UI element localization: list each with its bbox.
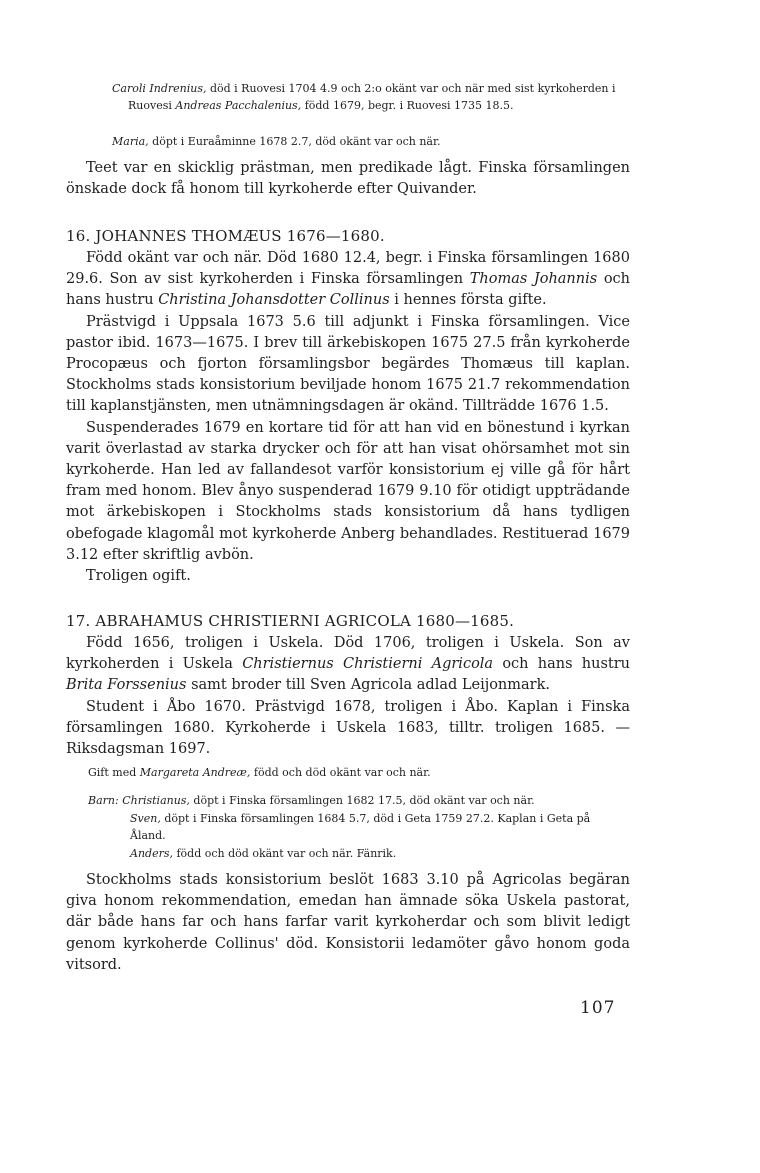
text-run: döpt i Finska församlingen 1682 17.5, död okänt var och när. (189, 794, 535, 807)
text-run: i hennes första gifte. (389, 292, 547, 309)
body-text: Prästvigd i Uppsala 1673 5.6 till adjunkt i Finska församlingen. Vice pastor ibid. 1673—1675. I brev till ärkebiskopen 1675 27.5 från kyrkoherde Procopæus och fjorton församlingsbor begärdes Thomæus till kaplan. Stockholms stads konsistorium beviljade honom 1675 21.7 rekommendation till kaplanstjänsten, men utnämningsdagen är okänd. Tillträdde 1676 1.5. (66, 313, 630, 415)
note-name: Caroli Indrenius, (112, 82, 207, 95)
page-number: 107 (580, 998, 616, 1018)
person-name: Anders, (130, 846, 173, 860)
person-name: Sven, (130, 811, 161, 825)
person-name: Christina Johansdotter Collinus (158, 292, 390, 309)
person-name: Christianus, (122, 794, 190, 807)
section-17-body (66, 633, 630, 760)
person-name: Brita Forssenius (66, 677, 187, 694)
body-text (66, 633, 630, 697)
section-heading-16: 16. JOHANNES THOMÆUS 1676—1680. (66, 227, 385, 245)
text-run: född och död okänt var och när. Fänrik. (172, 846, 397, 860)
body-text: Student i Åbo 1670. Prästvigd 1678, troligen i Åbo. Kaplan i Finska församlingen 1680. Kyrkoherde i Uskela 1683, tilltr. troligen 1685. — Riksdagsman 1697. (66, 698, 630, 758)
note-maria (112, 133, 632, 150)
child-entry (88, 792, 628, 810)
text-run: döpt i Finska församlingen 1684 5.7, död i Geta 1759 27.2. Kaplan i Geta på Åland. (130, 811, 591, 842)
paragraph-teet (66, 158, 630, 200)
text-run: Född okänt var och när. Död 1680 12.4, begr. i Finska församlingen 1680 29.6. Son av sist kyrkoherden i Finska församlingen (66, 250, 630, 288)
note-caroli (112, 80, 632, 114)
text-run: Gift med (88, 766, 140, 779)
children-label: Barn: (88, 794, 119, 807)
body-text: Troligen ogift. (86, 568, 191, 585)
section-16-body (66, 248, 630, 587)
note-text: döpt i Euraåminne 1678 2.7, död okänt var och när. (148, 135, 441, 148)
section-heading-17: 17. ABRAHAMUS CHRISTIERNI AGRICOLA 1680—1685. (66, 612, 515, 630)
text-run: och hans hustru (493, 656, 630, 673)
child-entry (88, 845, 628, 863)
text-run: född och död okänt var och när. (250, 766, 431, 779)
person-name: Christiernus Christierni Agricola (242, 656, 494, 673)
note-name: Maria, (112, 135, 149, 148)
child-entry (88, 810, 628, 845)
text-run: och hans hustru (66, 271, 631, 309)
note-gift (88, 764, 628, 782)
body-text: Teet var en skicklig prästman, men predikade lågt. Finska församlingen önskade dock få honom till kyrkoherde efter Quivander. (66, 160, 630, 198)
note-text: död i Ruovesi 1704 4.9 och 2:o okänt var och när med sist kyrkoherden i Ruovesi (128, 82, 616, 112)
body-text (66, 248, 630, 312)
person-name: Thomas Johannis (469, 271, 598, 288)
text-run: samt broder till Sven Agricola adlad Leijonmark. (186, 677, 550, 694)
note-children (88, 792, 628, 862)
body-text: Stockholms stads konsistorium beslöt 1683 3.10 på Agricolas begäran giva honom rekommendation, emedan han ämnade söka Uskela pastorat, där både hans far och hans farfar varit kyrkoherdar och som blivit ledigt genom kyrkoherde Collinus' död. Konsistorii ledamöter gåvo honom goda vitsord. (66, 872, 630, 973)
body-text: Suspenderades 1679 en kortare tid för att han vid en bönestund i kyrkan varit överlastad av starka drycker och för att han visat ohörsamhet mot sin kyrkoherde. Han led av fallandesot varför konsistorium ej ville gå för hårt fram med honom. Blev ånyo suspenderad 1679 9.10 för otidigt uppträdande mot ärkebiskopen i Stockholms stads konsistorium då hans tydligen obefogade klagomål mot kyrkoherde Anberg behandlades. Restituerad 1679 3.12 efter skriftlig avbön. (66, 419, 630, 563)
paragraph-stockholms (66, 870, 630, 976)
note-text: född 1679, begr. i Ruovesi 1735 18.5. (301, 99, 514, 112)
note-name: Andreas Pacchalenius, (175, 99, 302, 112)
text-run: Född 1656, troligen i Uskela. Död 1706, troligen i Uskela. Son av kyrkoherden i Uskela (66, 635, 630, 673)
person-name: Margareta Andreæ, (139, 766, 251, 779)
